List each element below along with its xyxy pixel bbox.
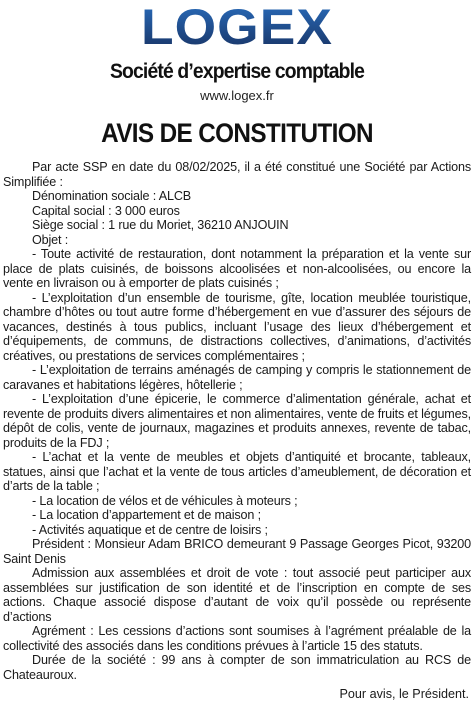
objet-item: - Toute activité de restauration, dont notamment la préparation et la vente sur place de plats cuisinés, de boissons alcoolisées et non-alcoolisées, ou encore la vente en livraison ou à emporter de plats cuisinés ;: [3, 247, 471, 290]
denomination-line: Dénomination sociale : ALCB: [32, 189, 192, 203]
logex-logo-graphic: [137, 0, 337, 50]
notice-title: AVIS DE CONSTITUTION: [101, 118, 373, 148]
objet-item: - L’exploitation d’un ensemble de tourisme, gîte, location meublée touristique, chambre d’hôtes ou tout autre forme d’hébergement en vue d’assurer des séjours de vacances, destinés à tous publics, incluant l’usage des lieux d’hébergement et d’équipements, de communs, de distractions collectives, d’animations, d’activités créatives, ou prestations de services complémentaires ;: [3, 290, 471, 363]
agrement-paragraph: Agrément : Les cessions d’actions sont soumises à l’agrément préalable de la collectivité des associés dans les conditions prévues à l’article 15 des statuts.: [3, 624, 471, 653]
signature: Pour avis, le Président.: [339, 687, 469, 701]
admission-paragraph: Admission aux assemblées et droit de vote : tout associé peut participer aux assemblées sur justification de son identité et de l’inscription en compte de ses actions. Chaque associé dispose d’autant de voix qu’il possède ou représente d’actions: [3, 566, 471, 624]
president-paragraph: Président : Monsieur Adam BRICO demeurant 9 Passage Georges Picot, 93200 Saint Denis: [3, 537, 471, 566]
objet-item: - L’achat et la vente de meubles et objets d’antiquité et brocante, tableaux, statues, ainsi que l’achat et la vente de tous articles d’ameublement, de décoration et d’arts de la table ;: [3, 450, 471, 493]
siege-line: Siège social : 1 rue du Moriet, 36210 ANJOUIN: [32, 218, 289, 232]
company-subtitle: Société d’expertise comptable: [109, 60, 365, 83]
objet-item: - L’exploitation d’une épicerie, le commerce d’alimentation générale, achat et revente de produits divers alimentaires et non alimentaires, vente de fruits et légumes, dépôt de colis, vente de journaux, magazines et produits annexes, revente de tabac, produits de la FDJ ;: [3, 392, 471, 450]
objet-label: Objet :: [32, 232, 69, 247]
objet-item: - L’exploitation de terrains aménagés de camping y compris le stationnement de caravanes et habitations légères, hôtellerie ;: [3, 363, 471, 392]
logo-text: LOGEX: [141, 0, 333, 50]
duree-paragraph: Durée de la société : 99 ans à compter de son immatriculation au RCS de Chateauroux.: [3, 653, 471, 682]
objet-item: - Activités aquatique et de centre de loisirs ;: [32, 522, 268, 537]
intro-paragraph: Par acte SSP en date du 08/02/2025, il a été constitué une Société par Actions Simplifiée :: [3, 160, 471, 189]
website-url: www.logex.fr: [200, 88, 274, 103]
logex-logo: [3, 0, 471, 50]
notice-body: [3, 160, 471, 682]
capital-line: Capital social : 3 000 euros: [32, 203, 180, 218]
objet-item: - La location de vélos et de véhicules à moteurs ;: [32, 493, 298, 508]
objet-item: - La location d’appartement et de maison ;: [32, 508, 261, 522]
